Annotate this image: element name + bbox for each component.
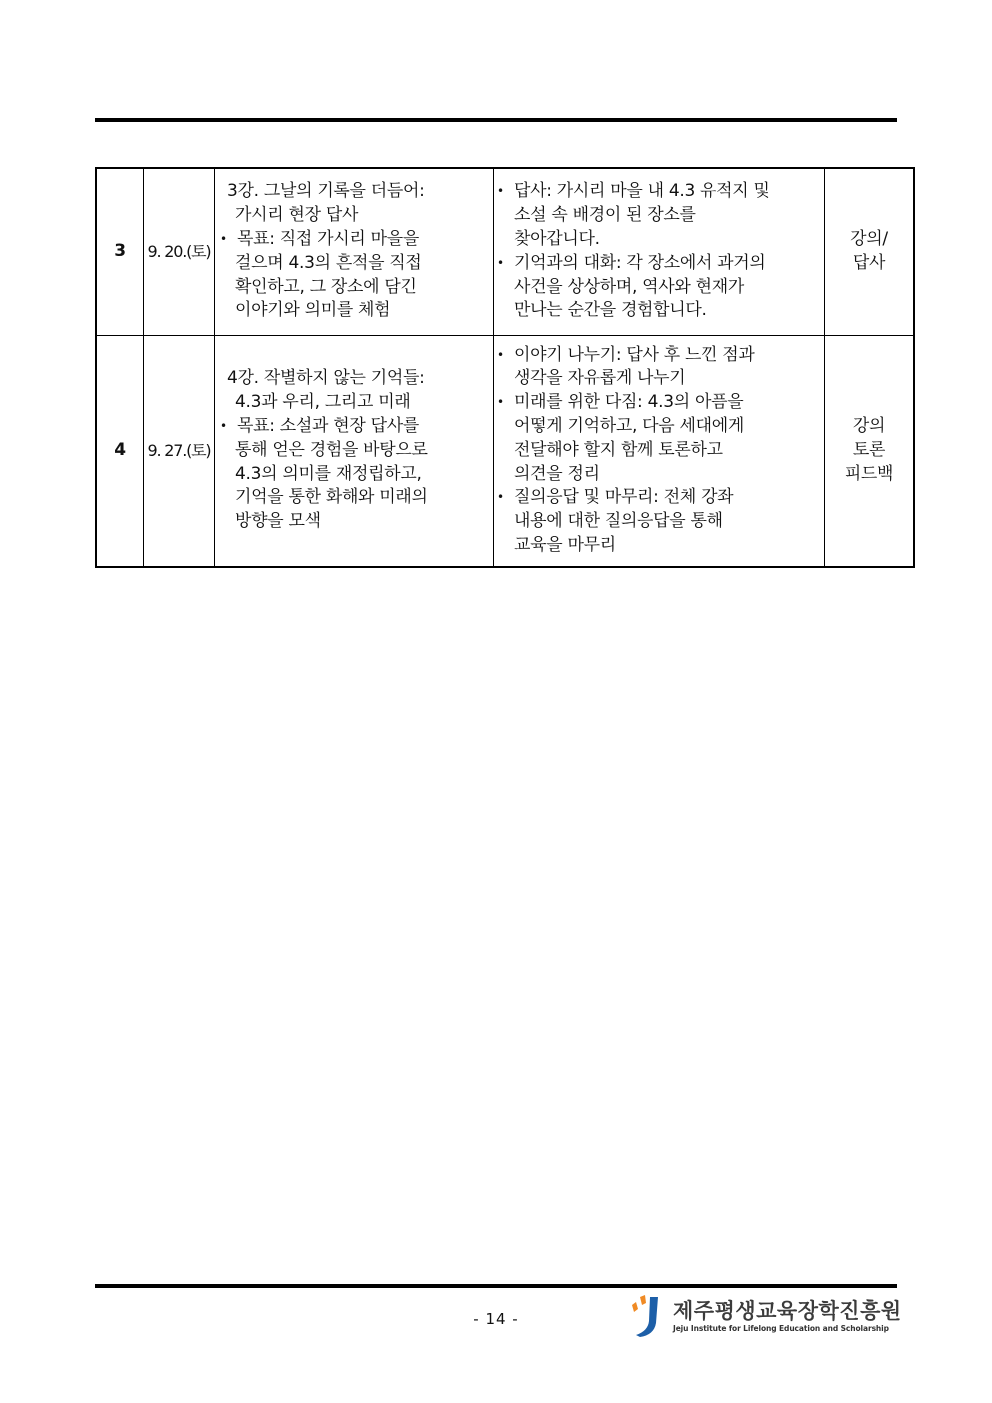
- method-line: 강의: [852, 416, 886, 437]
- organization-logo: [626, 1293, 902, 1339]
- detail-line: 소설 속 배경이 된 장소를: [514, 205, 696, 226]
- method-line: 강의/: [850, 228, 888, 249]
- topic-goal-line: 확인하고, 그 장소에 담긴: [235, 276, 417, 297]
- topic-goal-line: 통해 얻은 경험을 바탕으로: [235, 439, 428, 460]
- detail-line: 교육을 마무리: [514, 535, 616, 556]
- session-topic: [215, 168, 494, 335]
- page-number: - 14 -: [473, 1310, 519, 1328]
- detail-line: 의견을 정리: [514, 463, 600, 484]
- organization-name-english: Jeju Institute for Lifelong Education and Scholarship: [673, 1324, 889, 1333]
- detail-line: 어떻게 기억하고, 다음 세대에게: [514, 416, 745, 437]
- session-number: 3: [96, 168, 144, 335]
- detail-line: 전달해야 할지 함께 토론하고: [514, 439, 723, 460]
- topic-title-line: 가시리 현장 답사: [235, 205, 359, 226]
- table-row: [96, 168, 914, 335]
- detail-line: 찾아갑니다.: [514, 228, 600, 249]
- detail-line: 내용에 대한 질의응답을 통해: [514, 511, 723, 532]
- footer-rule: [95, 1284, 897, 1288]
- session-number: 4: [96, 335, 144, 567]
- topic-goal-line: 기억을 통한 화해와 미래의: [235, 487, 428, 508]
- schedule-table: [95, 167, 915, 568]
- detail-bullet: • 미래를 위한 다짐: 4.3의 아픔을: [496, 391, 816, 415]
- topic-goal-bullet: • 목표: 소설과 현장 답사를: [219, 415, 483, 439]
- topic-goal-line: 걸으며 4.3의 흔적을 직접: [235, 252, 422, 273]
- detail-bullet: • 질의응답 및 마무리: 전체 강좌: [496, 486, 816, 510]
- session-details: [494, 168, 825, 335]
- topic-goal-line: 이야기와 의미를 체험: [235, 300, 391, 321]
- method-line: 피드백: [844, 463, 894, 484]
- jeju-institute-logo-icon: [626, 1293, 666, 1339]
- detail-bullet: • 답사: 가시리 마을 내 4.3 유적지 및: [496, 180, 816, 204]
- method-line: 토론: [852, 439, 886, 460]
- topic-goal-line: 방향을 모색: [235, 511, 321, 532]
- session-method: [825, 168, 915, 335]
- session-topic: [215, 335, 494, 567]
- topic-title-line: 4강. 작별하지 않는 기억들:: [227, 368, 425, 389]
- detail-bullet: • 기억과의 대화: 각 장소에서 과거의: [496, 252, 816, 276]
- topic-goal-line: 4.3의 의미를 재정립하고,: [235, 463, 422, 484]
- header-rule: [95, 118, 897, 122]
- topic-title-line: 3강. 그날의 기록을 더듬어:: [227, 181, 425, 202]
- table-row: [96, 335, 914, 567]
- detail-line: 만나는 순간을 경험합니다.: [514, 300, 707, 321]
- topic-title-line: 4.3과 우리, 그리고 미래: [235, 392, 411, 413]
- method-line: 답사: [852, 252, 886, 273]
- topic-goal-bullet: • 목표: 직접 가시리 마을을: [219, 228, 483, 252]
- session-date: 9. 20.(토): [144, 168, 215, 335]
- organization-name-korean: 제주평생교육장학진흥원: [673, 1299, 902, 1323]
- detail-line: 사건을 상상하며, 역사와 현재가: [514, 276, 745, 297]
- detail-line: 생각을 자유롭게 나누기: [514, 368, 686, 389]
- session-details: [494, 335, 825, 567]
- detail-bullet: • 이야기 나누기: 답사 후 느낀 점과: [496, 344, 816, 368]
- session-date: 9. 27.(토): [144, 335, 215, 567]
- session-method: [825, 335, 915, 567]
